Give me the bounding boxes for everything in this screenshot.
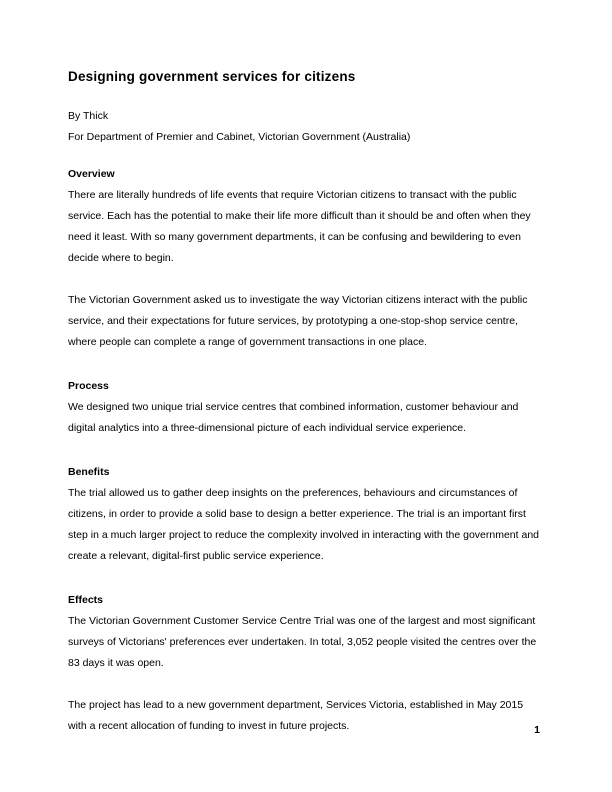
page-title: Designing government services for citizens — [68, 69, 356, 84]
byline-client: For Department of Premier and Cabinet, Victorian Government (Australia) — [68, 131, 411, 143]
paragraph: The project has lead to a new government department, Services Victoria, established in May 2015 with a recent allocation of funding to invest in future projects. — [68, 699, 524, 732]
section-effects — [68, 590, 540, 737]
paragraph: The Victorian Government asked us to investigate the way Victorian citizens interact with the public service, and their expectations for future services, by prototyping a one-stop-shop service centre, where people can complete a range of government transactions in one place. — [68, 294, 528, 348]
section-heading-benefits: Benefits — [68, 466, 110, 478]
section-process — [68, 376, 540, 439]
section-overview — [68, 164, 540, 353]
page-number: 1 — [534, 724, 540, 736]
section-benefits — [68, 462, 540, 567]
paragraph: We designed two unique trial service centres that combined information, customer behaviour and digital analytics into a three-dimensional picture of each individual service experience. — [68, 401, 519, 434]
section-heading-overview: Overview — [68, 168, 115, 180]
byline-author: By Thick — [68, 110, 109, 122]
document-body — [68, 68, 540, 737]
section-heading-process: Process — [68, 380, 109, 392]
paragraph: The Victorian Government Customer Service Centre Trial was one of the largest and most significant surveys of Victorians' preferences ever undertaken. In total, 3,052 people visited the centres over the 83 days it was open. — [68, 615, 537, 669]
paragraph: There are literally hundreds of life events that require Victorian citizens to transact with the public service. Each has the potential to make their life more difficult than it should be and often when they need it least. With so many government departments, it can be confusing and bewildering to even decide where to begin. — [68, 189, 531, 264]
section-heading-effects: Effects — [68, 594, 104, 606]
byline-block — [68, 106, 540, 148]
paragraph: The trial allowed us to gather deep insights on the preferences, behaviours and circumstances of citizens, in order to provide a solid base to design a better experience. The trial is an important first step in a much larger project to reduce the complexity involved in interacting with the government and create a relevant, digital-first public service experience. — [68, 487, 540, 562]
